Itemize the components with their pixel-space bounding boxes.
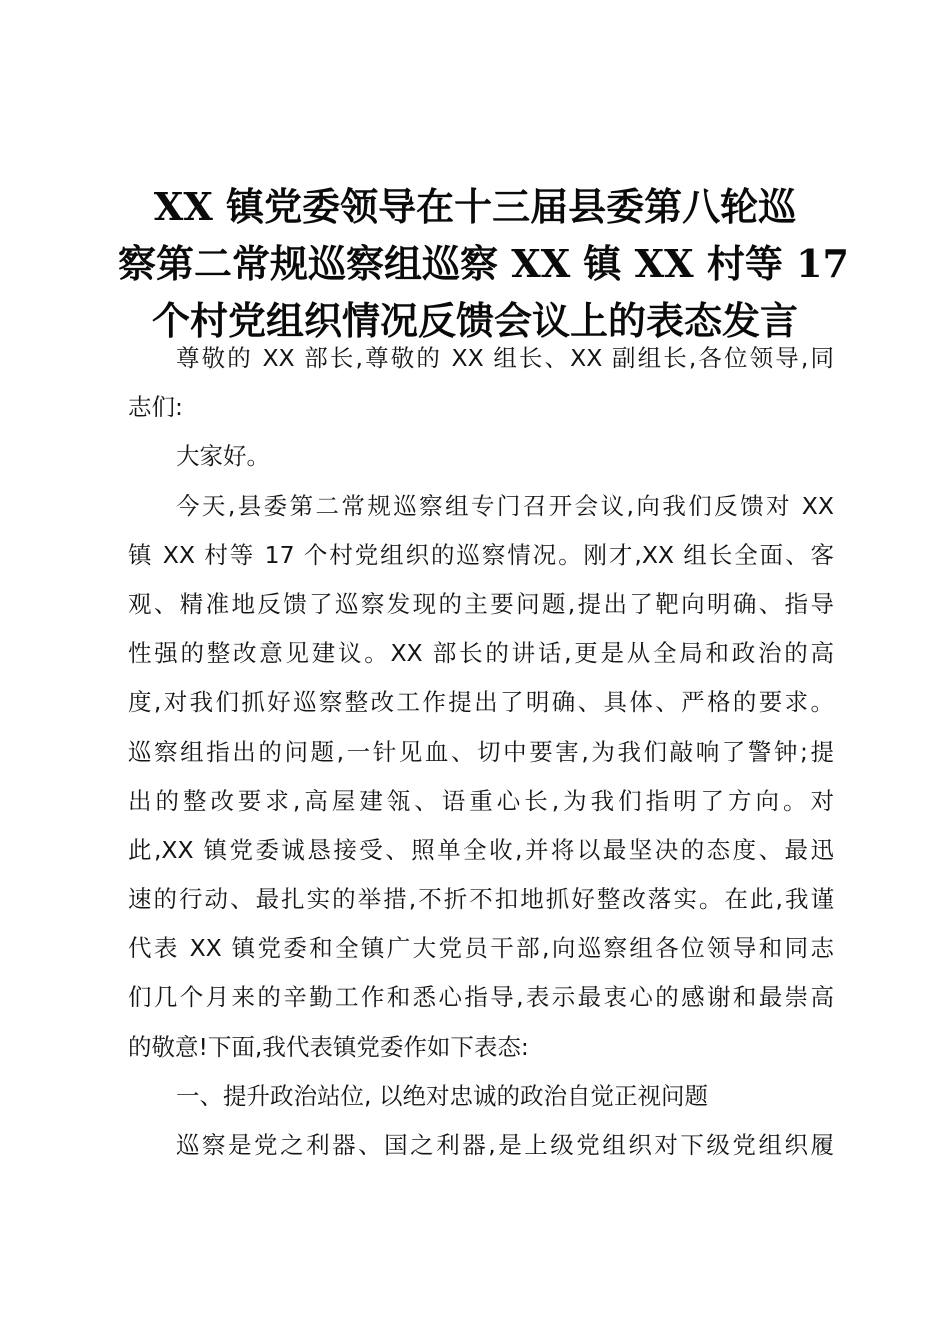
body-line: 们几个月来的辛勤工作和悉心指导,表示最衷心的感谢和最崇高	[128, 983, 834, 1012]
body-line: 性强的整改意见建议。XX 部长的讲话,更是从全局和政治的高	[128, 639, 834, 668]
title-line: 察第二常规巡察组巡察 XX 镇 XX 村等 17	[118, 241, 849, 286]
body-line: 速的行动、最扎实的举措,不折不扣地抓好整改落实。在此,我谨	[128, 885, 834, 914]
body-line: 度,对我们抓好巡察整改工作提出了明确、具体、严格的要求。	[128, 688, 834, 717]
body-line: 代表 XX 镇党委和全镇广大党员干部,向巡察组各位领导和同志	[128, 934, 834, 963]
body-line: 出的整改要求,高屋建瓴、语重心长,为我们指明了方向。对	[128, 786, 834, 815]
document-body	[128, 334, 834, 1170]
body-line: 的敬意!下面,我代表镇党委作如下表态:	[128, 1032, 529, 1061]
section-heading: 一、提升政治站位, 以绝对忠诚的政治自觉正视问题	[176, 1081, 708, 1110]
body-line: 尊敬的 XX 部长,尊敬的 XX 组长、XX 副组长,各位领导,同	[176, 344, 834, 372]
title-line: 个村党组织情况反馈会议上的表态发言	[151, 298, 798, 343]
body-line: 大家好。	[176, 442, 270, 471]
title-line: XX 镇党委领导在十三届县委第八轮巡	[153, 184, 797, 229]
body-line: 志们:	[128, 393, 183, 422]
body-line: 镇 XX 村等 17 个村党组织的巡察情况。刚才,XX 组长全面、客	[128, 540, 834, 569]
body-line: 巡察是党之利器、国之利器,是上级党组织对下级党组织履	[176, 1131, 834, 1159]
body-line: 今天,县委第二常规巡察组专门召开会议,向我们反馈对 XX	[176, 491, 834, 520]
document-title	[118, 178, 849, 349]
body-line: 此,XX 镇党委诚恳接受、照单全收,并将以最坚决的态度、最迅	[128, 835, 834, 864]
body-line: 观、精准地反馈了巡察发现的主要问题,提出了靶向明确、指导	[128, 589, 834, 618]
body-line: 巡察组指出的问题,一针见血、切中要害,为我们敲响了警钟;提	[128, 737, 834, 766]
